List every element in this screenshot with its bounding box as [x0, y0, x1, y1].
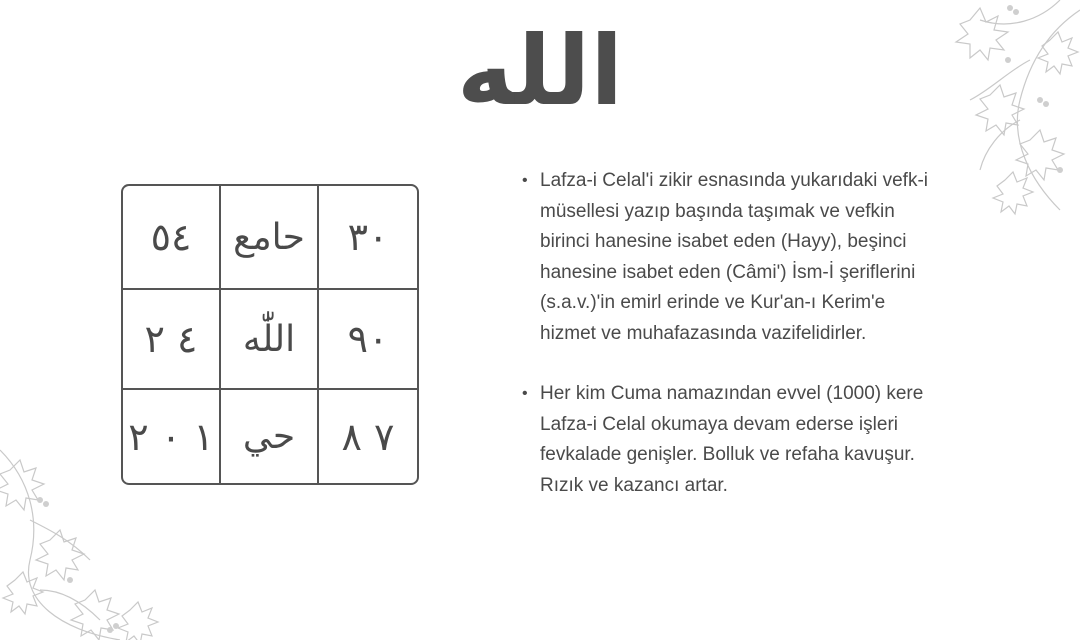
vefk-cell: ٣٠ [319, 186, 417, 290]
vefk-grid [121, 184, 419, 485]
bullet-line: müsellesi yazıp başında taşımak ve vefkin [540, 200, 895, 222]
bullet-line: Lafza-i Celal'i zikir esnasında yukarıdaki vefk-i [540, 170, 929, 191]
bullet-line: Rızık ve kazancı artar. [540, 474, 728, 496]
bullet-list [522, 166, 1042, 501]
vefk-cell: ٧ ٨ [341, 414, 395, 459]
vefk-cell: ٤ ٢ [123, 290, 221, 390]
bullet-line: hizmet ve muhafazasında vazifelidirler. [540, 322, 867, 344]
list-item [522, 166, 1042, 349]
bullet-icon: • [522, 385, 528, 402]
vefk-cell: ٩٠ [319, 290, 417, 390]
vefk-cell: حامع [221, 186, 319, 290]
vefk-cell: حي [221, 390, 319, 483]
list-item [522, 379, 1042, 501]
bullet-icon: • [522, 172, 528, 189]
page-title: الله [456, 15, 624, 127]
bullet-line: Lafza-i Celal okumaya devam ederse işleri [540, 413, 898, 435]
bullet-line: fevkalade genişler. Bolluk ve refaha kavuşur. [540, 444, 915, 465]
vefk-cell: اللّٰه [221, 290, 319, 390]
vefk-cell: ١ ٠ ٢ [123, 390, 221, 483]
bullet-line: birinci hanesine isabet eden (Hayy), beşinci [540, 231, 907, 252]
vefk-cell: ٥٤ [123, 186, 221, 290]
bullet-line: (s.a.v.)'in emirl erinde ve Kur'an-ı Kerim'e [540, 292, 886, 313]
bullet-line: Her kim Cuma namazından evvel (1000) kere [540, 383, 924, 404]
bullet-line: hanesine isabet eden (Câmi') İsm-İ şeriflerini [540, 261, 916, 283]
